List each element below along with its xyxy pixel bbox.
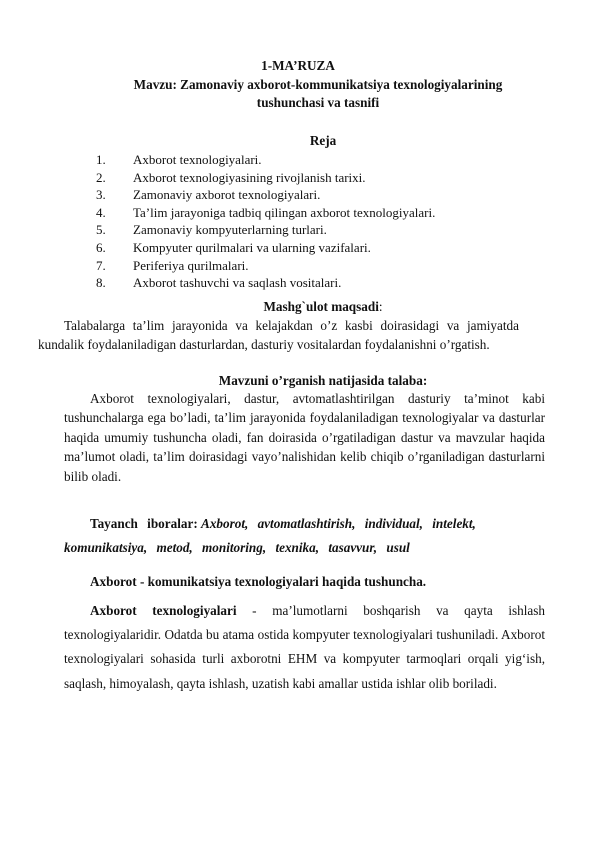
- plan-item-number: 5.: [96, 222, 106, 238]
- goal-title: Mashg`ulot maqsadi: [263, 299, 379, 314]
- keywords-label: Tayanch iboralar:: [90, 516, 198, 531]
- plan-item: [96, 204, 435, 222]
- goal-heading: [0, 299, 596, 315]
- plan-item-text: Kompyuter qurilmalari va ularning vazifalari.: [133, 239, 371, 255]
- plan-item-number: 1.: [96, 152, 106, 167]
- plan-item-text: Zamonaviy axborot texnologiyalari.: [133, 187, 321, 203]
- plan-list: [96, 151, 435, 292]
- section-paragraph: [64, 599, 545, 696]
- plan-item-number: 3.: [96, 187, 106, 203]
- results-paragraph: Axborot texnologiyalari, dastur, avtomatlashtirilgan dasturiy ta’minot kabi tushunchalarga ega bo’ladi, ta’lim jarayonida foydalaniladigan texnologiyalar va dasturlar haqida umumiy tushuncha oladi, fan doirasida o’rgatiladigan dastur va mavzular haqida ma’lumot oladi, ta’lim doirasidagi vayo’nalishidan kelib chiqib o’rganiladigan dasturlarni bilib oladi.: [64, 391, 545, 484]
- plan-item-number: 6.: [96, 239, 106, 255]
- topic-line-1: Mavzu: Zamonaviy axborot-kommunikatsiya texnologiyalarining: [133, 77, 503, 92]
- plan-item: [96, 257, 435, 275]
- plan-item-number: 8.: [96, 275, 106, 291]
- plan-item-text: Axborot texnologiyalari.: [133, 152, 262, 167]
- plan-item: [96, 151, 435, 169]
- topic-heading: [40, 76, 596, 112]
- section-text: - ma’lumotlarni boshqarish va qayta ishlash texnologiyalaridir. Odatda bu atama ostida kompyuter texnologiyalari tushuniladi. Axborot texnologiyalari sohasida turli axborotni EHM va kompyuter tarmoqlari orqali yig‘ish, saqlash, himoyalash, qayta ishlash, uzatish kabi amallar ustida ishlar olib boriladi.: [64, 603, 545, 691]
- plan-title: Reja: [309, 133, 337, 148]
- goal-colon: :: [378, 299, 383, 314]
- goal-paragraph: Talabalarga ta’lim jarayonida va kelajakdan o’z kasbi doirasidagi va jamiyatda kundalik foydalaniladigan dasturlardan, dasturiy vositalardan foydalanishni o’rgatish.: [38, 318, 519, 352]
- results-title: Mavzuni o’rganish natijasida talaba:: [218, 373, 428, 388]
- topic-line-2: tushunchasi va tasnifi: [256, 95, 380, 110]
- section-term: Axborot texnologiyalari: [90, 603, 237, 618]
- keywords-paragraph: [64, 512, 545, 560]
- keywords-terms: Axborot, avtomatlashtirish, individual, intelekt, komunikatsiya, metod, monitoring, texnika, tasavvur, usul: [64, 516, 476, 555]
- plan-item: [96, 169, 435, 187]
- plan-item-number: 4.: [96, 204, 106, 220]
- plan-item-text: Zamonaviy kompyuterlarning turlari.: [133, 222, 327, 238]
- lecture-number: 1-MA’RUZA: [261, 58, 335, 73]
- plan-item-number: 7.: [96, 257, 106, 273]
- plan-item-text: Periferiya qurilmalari.: [133, 257, 249, 273]
- plan-item-text: Axborot tashuvchi va saqlash vositalari.: [133, 275, 342, 291]
- section-title: Axborot - komunikatsiya texnologiyalari haqida tushuncha.: [90, 574, 427, 589]
- plan-item-number: 2.: [96, 169, 106, 185]
- plan-item: [96, 186, 435, 204]
- plan-item-text: Axborot texnologiyasining rivojlanish tarixi.: [133, 169, 366, 185]
- plan-item-text: Ta’lim jarayoniga tadbiq qilingan axborot texnologiyalari.: [133, 204, 436, 220]
- plan-item: [96, 274, 435, 292]
- plan-item: [96, 239, 435, 257]
- plan-item: [96, 221, 435, 239]
